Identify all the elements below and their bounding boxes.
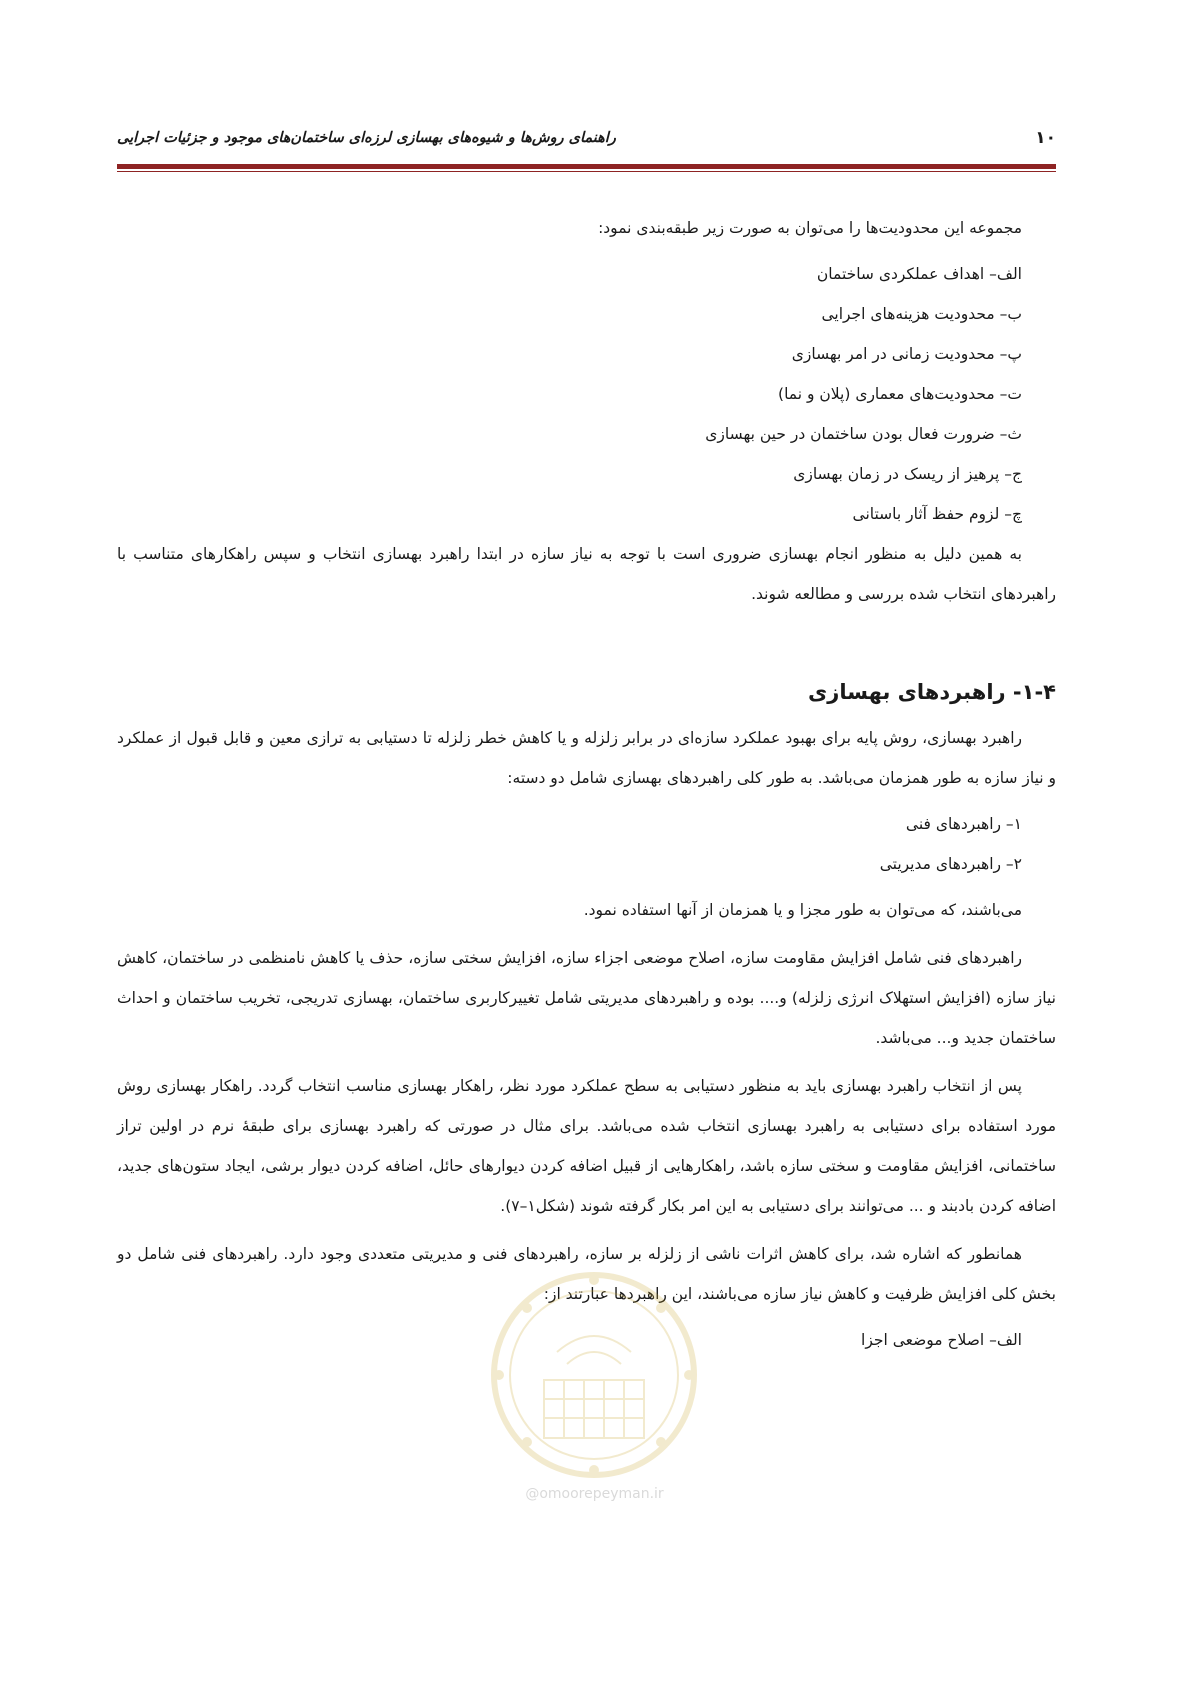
watermark-seal xyxy=(487,1268,702,1503)
list-item: چ– لزوم حفظ آثار باستانی xyxy=(852,505,1022,523)
section-heading xyxy=(117,672,1056,712)
constraints-list xyxy=(117,254,1056,534)
strategy-summary-paragraph: همانطور که اشاره شد، برای کاهش اثرات ناشی از زلزله بر سازه، راهبردهای فنی و مدیریتی متعددی وجود دارد. راهبردهای فنی شامل دو بخش کلی افزایش ظرفیت و کاهش نیاز سازه می‌باشند، این راهبردها عبارتند از: xyxy=(117,1245,1056,1303)
watermark-logo-icon xyxy=(487,1268,702,1483)
retrofit-method-paragraph: پس از انتخاب راهبرد بهسازی باید به منظور دستیابی به سطح عملکرد مورد نظر، راهکار بهسازی مناسب انتخاب گردد. راهکار بهسازی روش مورد استفاده برای دستیابی به راهبرد بهسازی انتخاب شده می‌باشد. برای مثال در صورتی که راهبرد بهسازی برای طبقهٔ نرم در اولین تراز ساختمانی، افزایش مقاومت و سختی سازه باشد، راهکارهایی از قبیل اضافه کردن دیوارهای حائل، اضافه کردن دیوار برشی، ایجاد ستون‌های جدید، اضافه کردن بادبند و ... می‌توانند برای دستیابی به این امر بکار گرفته شوند (شکل۱–۷). xyxy=(117,1077,1056,1215)
list-item: پ– محدودیت زمانی در امر بهسازی xyxy=(791,345,1022,363)
list-item: ۱– راهبردهای فنی xyxy=(905,815,1022,833)
page-content xyxy=(117,208,1056,1360)
page-header xyxy=(117,126,1056,154)
list-item: ب– محدودیت هزینه‌های اجرایی xyxy=(821,305,1022,323)
section-title: راهبردهای بهسازی xyxy=(808,680,1006,704)
list-item: ث– ضرورت فعال بودن ساختمان در حین بهسازی xyxy=(705,425,1022,443)
list-item: الف– اصلاح موضعی اجزا xyxy=(861,1331,1022,1349)
list-item: ج– پرهیز از ریسک در زمان بهسازی xyxy=(793,465,1022,483)
watermark-url: @omoorepeyman.ir xyxy=(525,1486,664,1502)
header-rule-thin xyxy=(117,171,1056,172)
intro-paragraph: مجموعه این محدودیت‌ها را می‌توان به صورت زیر طبقه‌بندی نمود: xyxy=(598,219,1022,237)
strategy-types-list xyxy=(117,804,1056,884)
list-item: ۲– راهبردهای مدیریتی xyxy=(879,855,1022,873)
section-number: ۱-۴- xyxy=(1012,680,1056,704)
list-item: ت– محدودیت‌های معماری (پلان و نما) xyxy=(778,385,1022,403)
page-number: ۱۰ xyxy=(1035,128,1056,148)
strategy-usage-paragraph: می‌باشند، که می‌توان به طور مجزا و یا همزمان از آنها استفاده نمود. xyxy=(583,901,1022,919)
intro-closing-paragraph: به همین دلیل به منظور انجام بهسازی ضروری است با توجه به نیاز سازه در ابتدا راهبرد بهسازی انتخاب و سپس راهکارهای متناسب با راهبردهای انتخاب شده بررسی و مطالعه شوند. xyxy=(117,545,1056,603)
header-rule-thick xyxy=(117,164,1056,169)
strategy-definition-paragraph: راهبرد بهسازی، روش پایه برای بهبود عملکرد سازه‌ای در برابر زلزله و یا کاهش خطر زلزله تا دستیابی به ترازی معین و قابل قبول از عملکرد و نیاز سازه به طور همزمان می‌باشد. به طور کلی راهبردهای بهسازی شامل دو دسته: xyxy=(117,729,1056,787)
technical-strategies-paragraph: راهبردهای فنی شامل افزایش مقاومت سازه، اصلاح موضعی اجزاء سازه، افزایش سختی سازه، حذف یا کاهش نامنظمی در ساختمان، کاهش نیاز سازه (افزایش استهلاک انرژی زلزله) و.... بوده و راهبردهای مدیریتی شامل تغییرکاربری ساختمان، بهسازی تدریجی، تخریب ساختمان و احداث ساختمان جدید و... می‌باشد. xyxy=(117,949,1056,1047)
running-title: راهنمای روش‌ها و شیوه‌های بهسازی لرزه‌ای ساختمان‌های موجود و جزئیات اجرایی xyxy=(117,130,616,146)
list-item: الف– اهداف عملکردی ساختمان xyxy=(816,265,1022,283)
